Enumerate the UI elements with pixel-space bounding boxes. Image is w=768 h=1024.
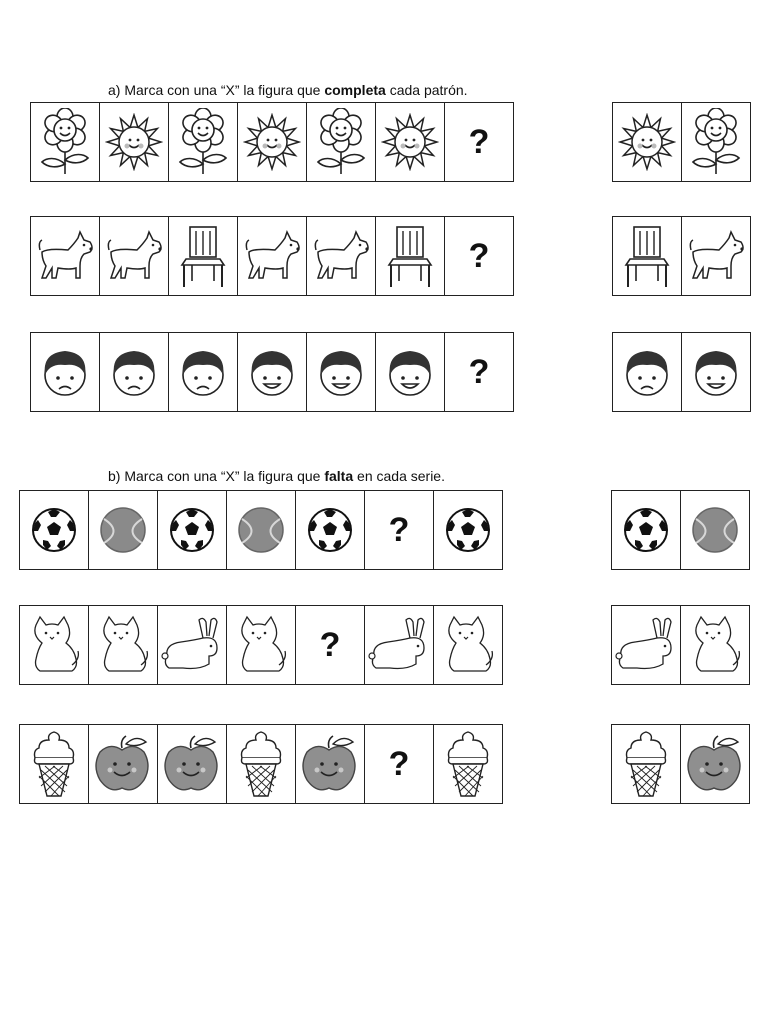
- section-a-options-3: [612, 332, 751, 412]
- sequence-cell: [169, 217, 238, 295]
- cat-icon: [26, 615, 82, 675]
- sequence-cell: [20, 606, 89, 684]
- sequence-cell: [307, 103, 376, 181]
- boy-sad-icon: [620, 345, 674, 399]
- cat-icon: [687, 615, 743, 675]
- sequence-cell: [376, 217, 445, 295]
- boy-sad-icon: [107, 345, 161, 399]
- dog-icon: [103, 228, 165, 284]
- apple-icon: [92, 734, 154, 794]
- boy-sad-icon: [38, 345, 92, 399]
- sequence-cell: [158, 606, 227, 684]
- chair-icon: [622, 223, 672, 289]
- chair-icon: [385, 223, 435, 289]
- sequence-cell: [31, 103, 100, 181]
- section-b-sequence-1: [19, 490, 503, 570]
- dog-icon: [685, 228, 747, 284]
- answer-option-ice-cream[interactable]: [612, 725, 681, 803]
- question-mark-icon: ?: [468, 352, 490, 391]
- sequence-cell: [376, 333, 445, 411]
- section-b-sequence-2: [19, 605, 503, 685]
- flower-icon: [312, 108, 370, 176]
- dog-icon: [34, 228, 96, 284]
- sequence-cell: [31, 217, 100, 295]
- section-b-options-3: [611, 724, 750, 804]
- soccer-ball-icon: [621, 505, 671, 555]
- sequence-cell: [227, 606, 296, 684]
- sequence-cell: [296, 606, 365, 684]
- answer-option-apple[interactable]: [681, 725, 749, 803]
- sequence-cell: [100, 217, 169, 295]
- sequence-cell: [376, 103, 445, 181]
- answer-option-boy-sad[interactable]: [613, 333, 682, 411]
- rabbit-icon: [613, 616, 679, 674]
- sequence-cell: [100, 103, 169, 181]
- sequence-cell: [434, 606, 502, 684]
- sequence-cell: [365, 606, 434, 684]
- ice-cream-icon: [236, 730, 286, 798]
- answer-option-chair[interactable]: [613, 217, 682, 295]
- apple-icon: [161, 734, 223, 794]
- instruction-b: b) Marca con una “X” la figura que falta en cada serie.: [108, 468, 445, 484]
- sequence-cell: [434, 725, 502, 803]
- ice-cream-icon: [443, 730, 493, 798]
- sequence-cell: [169, 103, 238, 181]
- sequence-cell: [100, 333, 169, 411]
- ice-cream-icon: [621, 730, 671, 798]
- question-mark-icon: ?: [468, 122, 490, 161]
- sequence-cell: [158, 725, 227, 803]
- sequence-cell: [365, 725, 434, 803]
- boy-happy-icon: [245, 345, 299, 399]
- dog-icon: [310, 228, 372, 284]
- sequence-cell: [31, 333, 100, 411]
- cat-icon: [440, 615, 496, 675]
- rabbit-icon: [159, 616, 225, 674]
- sequence-cell: [227, 725, 296, 803]
- sequence-cell: [238, 333, 307, 411]
- cat-icon: [95, 615, 151, 675]
- flower-icon: [36, 108, 94, 176]
- question-mark-icon: ?: [319, 625, 341, 664]
- section-a-sequence-1: [30, 102, 514, 182]
- sequence-cell: [238, 103, 307, 181]
- answer-option-boy-happy[interactable]: [682, 333, 750, 411]
- answer-option-dog[interactable]: [682, 217, 750, 295]
- sequence-cell: [89, 725, 158, 803]
- answer-option-flower[interactable]: [682, 103, 750, 181]
- soccer-ball-icon: [443, 505, 493, 555]
- sequence-cell: [169, 333, 238, 411]
- flower-icon: [174, 108, 232, 176]
- sequence-cell: [296, 725, 365, 803]
- soccer-ball-icon: [167, 505, 217, 555]
- tennis-ball-icon: [690, 505, 740, 555]
- sequence-cell: [238, 217, 307, 295]
- answer-option-rabbit[interactable]: [612, 606, 681, 684]
- tennis-ball-icon: [98, 505, 148, 555]
- sequence-cell: [89, 606, 158, 684]
- section-b-options-1: [611, 490, 750, 570]
- section-a-sequence-3: [30, 332, 514, 412]
- section-a-options-2: [612, 216, 751, 296]
- section-b-sequence-3: [19, 724, 503, 804]
- sequence-cell: [89, 491, 158, 569]
- chair-icon: [178, 223, 228, 289]
- rabbit-icon: [366, 616, 432, 674]
- sequence-cell: [365, 491, 434, 569]
- question-mark-icon: ?: [468, 236, 490, 275]
- apple-icon: [299, 734, 361, 794]
- boy-happy-icon: [314, 345, 368, 399]
- sequence-cell: [434, 491, 502, 569]
- flower-icon: [687, 108, 745, 176]
- sequence-cell: [307, 333, 376, 411]
- boy-sad-icon: [176, 345, 230, 399]
- answer-option-cat[interactable]: [681, 606, 749, 684]
- question-mark-icon: ?: [388, 510, 410, 549]
- apple-icon: [684, 734, 746, 794]
- boy-happy-icon: [383, 345, 437, 399]
- sun-icon: [618, 113, 676, 171]
- answer-option-sun[interactable]: [613, 103, 682, 181]
- sequence-cell: [445, 333, 513, 411]
- boy-happy-icon: [689, 345, 743, 399]
- answer-option-soccer-ball[interactable]: [612, 491, 681, 569]
- section-a-options-1: [612, 102, 751, 182]
- sun-icon: [243, 113, 301, 171]
- dog-icon: [241, 228, 303, 284]
- soccer-ball-icon: [29, 505, 79, 555]
- answer-option-tennis-ball[interactable]: [681, 491, 749, 569]
- sequence-cell: [296, 491, 365, 569]
- sequence-cell: [227, 491, 296, 569]
- sequence-cell: [158, 491, 227, 569]
- cat-icon: [233, 615, 289, 675]
- instruction-a: a) Marca con una “X” la figura que completa cada patrón.: [108, 82, 468, 98]
- sun-icon: [105, 113, 163, 171]
- sequence-cell: [307, 217, 376, 295]
- sequence-cell: [445, 217, 513, 295]
- sequence-cell: [20, 725, 89, 803]
- ice-cream-icon: [29, 730, 79, 798]
- tennis-ball-icon: [236, 505, 286, 555]
- sequence-cell: [445, 103, 513, 181]
- question-mark-icon: ?: [388, 744, 410, 783]
- sequence-cell: [20, 491, 89, 569]
- sun-icon: [381, 113, 439, 171]
- section-b-options-2: [611, 605, 750, 685]
- soccer-ball-icon: [305, 505, 355, 555]
- section-a-sequence-2: [30, 216, 514, 296]
